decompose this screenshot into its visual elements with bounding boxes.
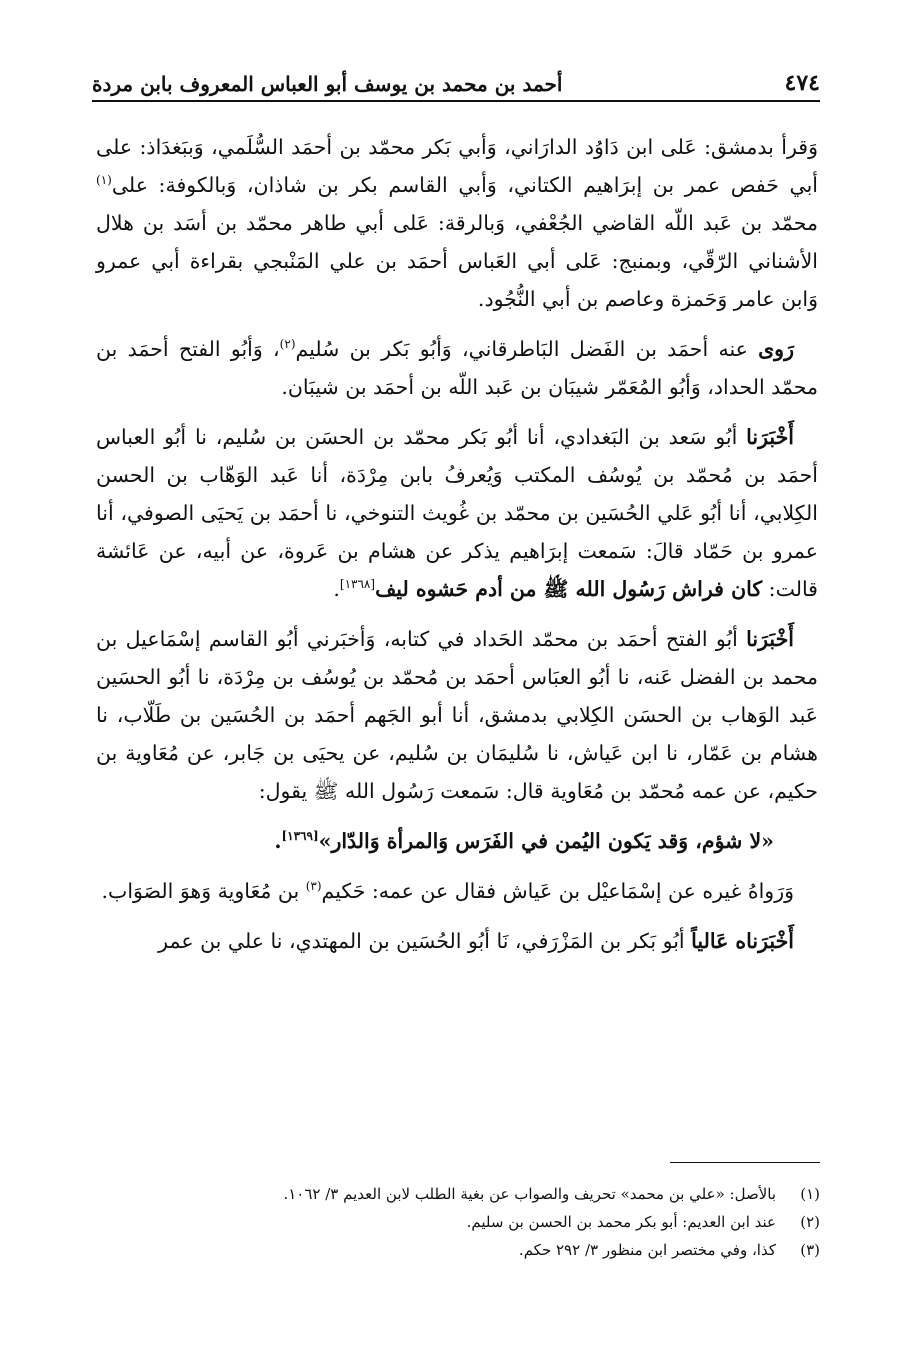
footnote-rule [670,1162,820,1163]
hadith-number: [١٣٦٩] [281,829,319,844]
paragraph-narrators: رَوى عنه أحمَد بن الفَضل البَاطرقاني، وَأبُو بَكر بن سُليم$^{(٢)}$، وَأبُو الفتح أحمَد بن محمّد الحداد، وَأبُو المُعَمّر شيبَان بن عَبد اللّه بن أحمَد بن شيبَان. [96,337,818,399]
footnote-ref-1: (١) [96,173,112,188]
paragraph-last: أَخْبَرَناه عَالياً أبُو بَكر بن المَزْرَفي، نَا أبُو الحُسَين بن المهتدي، نا علي بن عمر [158,929,794,953]
running-title: أحمد بن محمد بن يوسف أبو العباس المعروف بابن مردة [92,72,563,96]
page-number: ٤٧٤ [784,70,820,96]
paragraph-isnad-1369: أَخْبَرَنا أبُو الفتح أحمَد بن محمّد الحَداد في كتابه، وَأخبَرني أبُو القاسم إسْمَاعيل بن محمد بن الفضل عَنه، نا أبُو العبَاس أحمَد بن مُحمّد بن يُوسُف بن مِرْدَة، نا أبُو الحسَين عَبد الوَهاب بن الحسَن الكِلابي بدمشق، أنا أبو الجَهم أحمَد بن الحُسَين بن طَلّاب، نا هشام بن عَمّار، نا ابن عَياش، نا سُليمَان بن سُليم، عن يحيَى بن جَابر، عن مُعَاوية بن حكيم، عن عمه مُحمّد بن مُعَاوية قال: سَمعت رَسُول الله ﷺ يقول: [96,627,818,803]
hadith-number: [١٣٦٨] [339,577,376,592]
footnote-item: (١) بالأصل: «علي بن محمد» تحريف والصواب عن بغية الطلب لابن العديم ٣/ ١٠٦٢. [283,1185,820,1203]
footnote-item: (٣) كذا، وفي مختصر ابن منظور ٣/ ٢٩٢ حكم. [518,1241,820,1259]
running-header [92,60,820,96]
paragraph-readings: وَقرأ بدمشق: عَلى ابن دَاوُد الدارَاني، وَأبي بَكر محمّد بن أحمَد السُّلَمي، وَببَغدَاذ: على أبي حَفص عمر بن إبرَاهيم الكتاني، وَأبي القاسم بكر بن شاذان، وَبالكوفة: على$^{(١)}$ محمّد بن عَبد اللّه القاضي الجُعْفي، وَبالرقة: عَلى أبي طاهر محمّد بن أسَد بن هلال الأشناني الرّقّي، وبمنبج: عَلى أبي العَباس أحمَد بن علي المَنْبجي بقراءة أبي عمرو وَابن عامر وَحَمزة وعاصم بن أبي النُّجُود. [96,135,818,311]
header-rule [92,100,820,102]
footnote-item: (٢) عند ابن العديم: أبو بكر محمد بن الحسن بن سليم. [466,1213,820,1231]
paragraph-riwaya: وَرَواهُ غيره عن إسْمَاعيْل بن عَياش فقال عن عمه: حَكيم$^{(٣)}$ بن مُعَاوية وَهوَ الصَوَاب. [101,879,794,903]
main-text [96,128,818,972]
footnote-ref-2: (٢) [279,337,296,352]
footnote-ref-3: (٣) [305,879,322,894]
hadith-quote: «لا شؤم، وَقد يَكون اليُمن في الفَرَس وَالمرأة وَالدّار»[١٣٦٩]. [274,829,774,853]
footnotes [160,1180,820,1264]
paragraph-hadith-1368: أَخْبَرَنا أبُو سَعد بن البَغدادي، أنا أبُو بَكر محمّد بن الحسَن بن سُليم، نا أبُو العباس أحمَد بن مُحمّد بن يُوسُف المكتب وَيُعرفُ بابن مِرْدَة، أنا عَبد الوَهّاب بن الحسن الكِلابي، أنا أبُو عَلي الحُسَين بن محمّد بن غُويث التنوخي، نا أحمَد بن يَحيَى الصوفي، أنا عمرو بن حَمّاد قالَ: سَمعت إبرَاهيم يذكر عن هشام بن عَروة، عن أبيه، عن عَائشة قالت: كان فراش رَسُول الله ﷺ من أدم حَشوه ليف[١٣٦٨]. [96,425,818,601]
